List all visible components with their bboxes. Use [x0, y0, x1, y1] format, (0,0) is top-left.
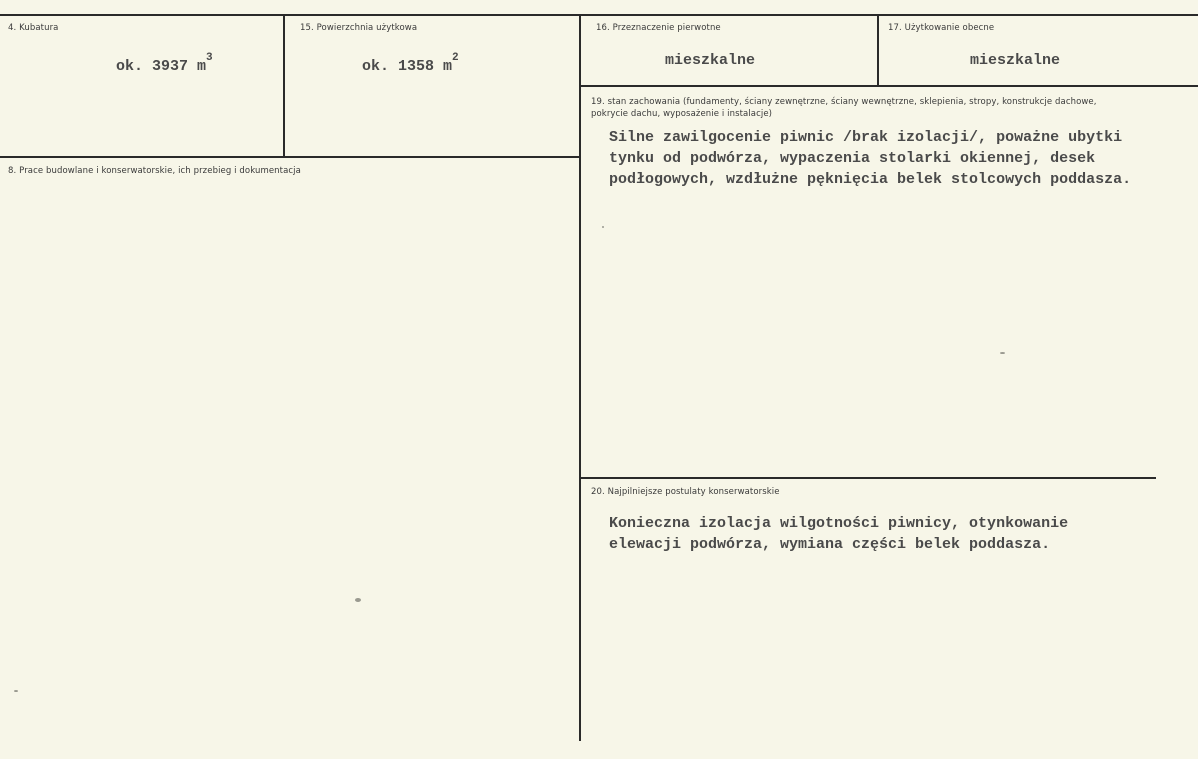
divider-left: [283, 14, 285, 157]
prace-label: 8. Prace budowlane i konserwatorskie, ich przebieg i dokumentacja: [8, 166, 301, 176]
divider-center: [579, 14, 581, 741]
powierzchnia-value: [362, 52, 459, 77]
kubatura-value: [116, 52, 213, 77]
divider-right: [877, 14, 879, 86]
paper-speck: [602, 226, 604, 228]
uzytkowanie-value: mieszkalne: [970, 52, 1061, 69]
paper-speck: [355, 598, 361, 602]
kubatura-exponent: 3: [206, 52, 213, 64]
stan-label: 19. stan zachowania (fundamenty, ściany zewnętrzne, ściany wewnętrzne, sklepienia, stropy, konstrukcje dachowe, pokrycie dachu, wyposażenie i instalacje): [591, 97, 1097, 119]
rule-upper-left: [0, 156, 581, 158]
uzytkowanie-label: 17. Użytkowanie obecne: [888, 23, 995, 33]
stan-text: Silne zawilgocenie piwnic /brak izolacji/, poważne ubytki tynku od podwórza, wypaczenia stolarki okiennej, desek podłogowych, wzdłużne pęknięcia belek stolcowych poddasza.: [609, 129, 1132, 188]
paper-speck: [14, 690, 18, 692]
postulaty-label: 20. Najpilniejsze postulaty konserwatorskie: [591, 487, 780, 497]
przeznaczenie-label: 16. Przeznaczenie pierwotne: [596, 23, 721, 33]
rule-upper-right: [581, 85, 1198, 87]
kubatura-number: ok. 3937 m: [116, 58, 207, 75]
kubatura-label: 4. Kubatura: [8, 23, 59, 33]
powierzchnia-number: ok. 1358 m: [362, 58, 453, 75]
przeznaczenie-value: mieszkalne: [665, 52, 756, 69]
top-rule: [0, 14, 1198, 16]
powierzchnia-exponent: 2: [452, 52, 459, 64]
postulaty-text: Konieczna izolacja wilgotności piwnicy, otynkowanie elewacji podwórza, wymiana części belek poddasza.: [609, 515, 1069, 553]
rule-lower-right: [581, 477, 1156, 479]
powierzchnia-label: 15. Powierzchnia użytkowa: [300, 23, 418, 33]
paper-speck: [1000, 352, 1005, 354]
